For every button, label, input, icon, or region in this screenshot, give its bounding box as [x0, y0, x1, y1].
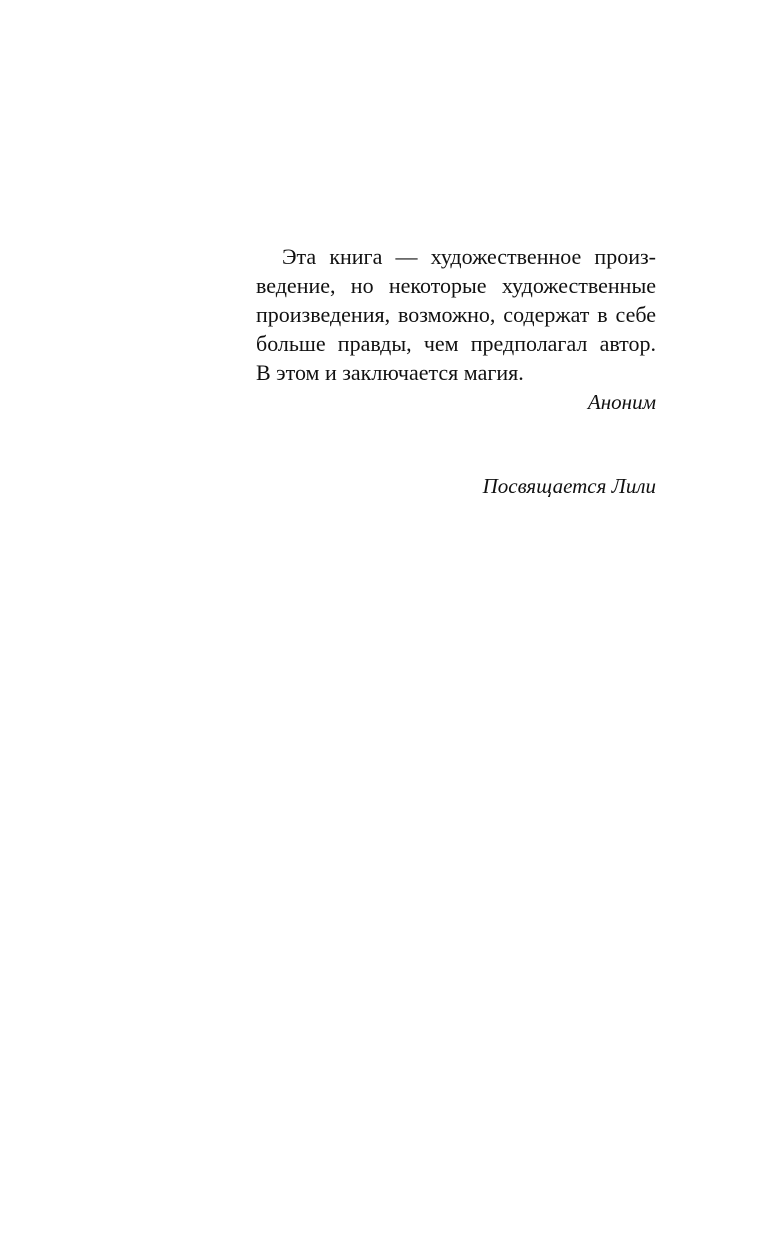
epigraph-line: В этом и заключается магия. [256, 360, 524, 385]
dedication: Посвящается Лили [482, 474, 656, 498]
epigraph-line: больше правды, чем предполагал автор. [256, 331, 656, 356]
epigraph-attribution: Аноним [587, 390, 656, 414]
epigraph-line: Эта книга — художественное произ- [282, 244, 656, 269]
epigraph-line: ведение, но некоторые художественные [256, 273, 656, 298]
epigraph [256, 242, 656, 417]
epigraph-line: произведения, возможно, содержат в себе [256, 302, 656, 327]
